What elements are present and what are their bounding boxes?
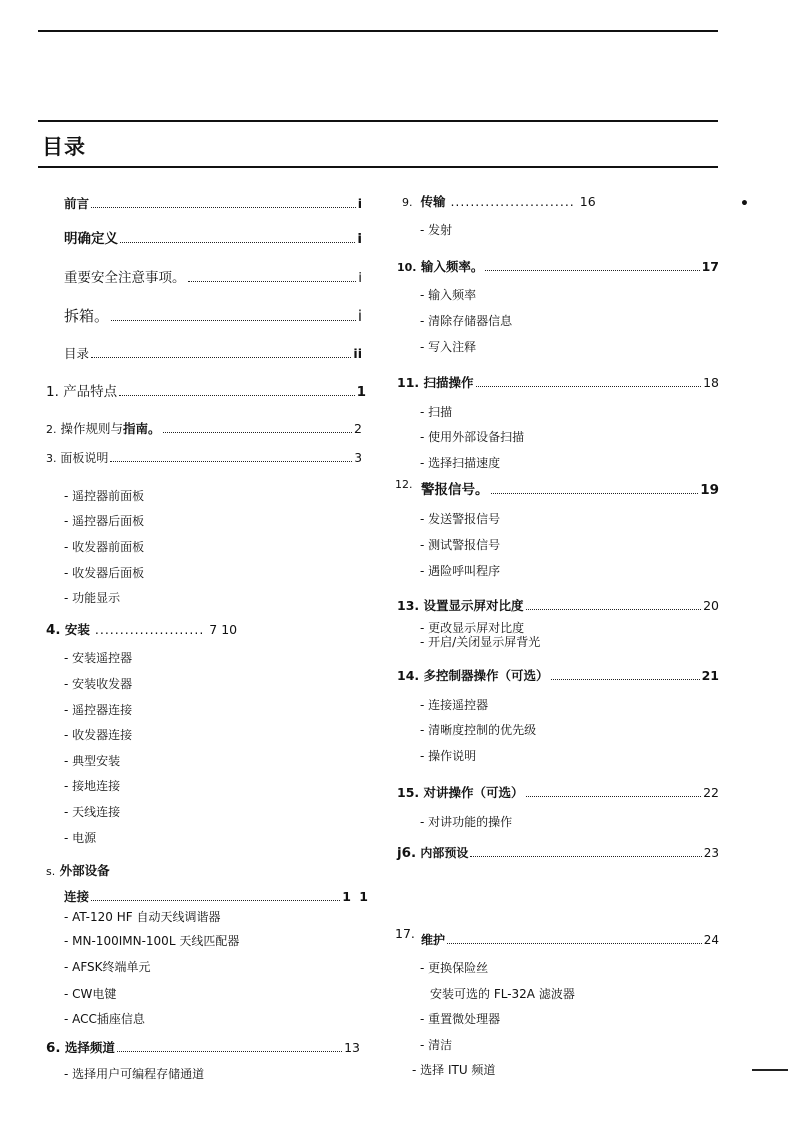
toc-entry-preface[interactable]: 前言 i [64,196,362,211]
toc-item[interactable]: - ACC插座信息 [64,1012,145,1026]
toc-item[interactable]: - 遥控器连接 [64,703,133,717]
toc-item[interactable]: - 选择用户可编程存储通道 [64,1067,205,1081]
toc-item[interactable]: - 使用外部设备扫描 [420,430,525,444]
toc-item[interactable]: - MN-100IMN-100L 天线匹配器 [64,934,240,948]
toc-item[interactable]: - 天线连接 [64,805,121,819]
toc-item[interactable]: 安装可选的 FL-32A 滤波器 [430,987,575,1001]
toc-section-5[interactable]: s. 外部设备 [46,863,110,878]
toc-section-3[interactable]: 3. 面板说明 3 [46,451,362,465]
toc-entry-contents[interactable]: 目录 ii [64,346,362,361]
toc-item[interactable]: - 收发器前面板 [64,540,145,554]
toc-item[interactable]: - 遥控器后面板 [64,514,145,528]
toc-item[interactable]: - CW电键 [64,987,117,1001]
toc-item[interactable]: - 清洁 [420,1038,453,1052]
toc-section-11[interactable]: 11. 扫描操作 18 [397,375,719,390]
page-title: 目录 [42,135,86,159]
toc-item[interactable]: - 选择扫描速度 [420,456,501,470]
toc-section-13[interactable]: 13. 设置显示屏对比度 20 [397,598,719,613]
toc-section-6[interactable]: 6. 选择频道 13 [46,1040,360,1056]
toc-item[interactable]: - 开启/关闭显示屏背光 [420,635,541,649]
toc-section-1[interactable]: 1. 产品特点 1 [46,384,366,400]
toc-entry-unpacking[interactable]: 拆箱。 i [64,307,362,325]
toc-section-14[interactable]: 14. 多控制器操作（可选） 21 [397,668,719,683]
top-rule [38,30,718,32]
toc-item[interactable]: - 更改显示屏对比度 [420,621,525,635]
toc-item[interactable]: - 安装收发器 [64,677,133,691]
toc-item[interactable]: - 输入频率 [420,288,477,302]
toc-item[interactable]: - 收发器连接 [64,728,133,742]
title-rule-bottom [38,166,718,168]
toc-item[interactable]: - 连接遥控器 [420,698,489,712]
toc-item[interactable]: - AT-120 HF 自动天线调谐器 [64,910,221,924]
toc-item[interactable]: - 重置微处理器 [420,1012,501,1026]
toc-item[interactable]: - 接地连接 [64,779,121,793]
toc-section-16[interactable]: j6. 内部预设 23 [397,845,719,861]
toc-item[interactable]: - 典型安装 [64,754,121,768]
toc-item[interactable]: - AFSK终端单元 [64,960,151,974]
toc-section-15[interactable]: 15. 对讲操作（可选） 22 [397,785,719,800]
toc-item[interactable]: - 电源 [64,831,97,845]
toc-entry-definitions[interactable]: 明确定义 i [64,231,362,247]
toc-item[interactable]: - 扫描 [420,405,453,419]
toc-item[interactable]: - 对讲功能的操作 [420,815,513,829]
toc-item[interactable]: - 选择 ITU 频道 [412,1063,496,1077]
title-rule-top [38,120,718,122]
toc-item[interactable]: - 遇险呼叫程序 [420,564,501,578]
toc-item[interactable]: - 操作说明 [420,749,477,763]
toc-item[interactable]: - 功能显示 [64,591,121,605]
toc-section-17-number: 17. [395,926,415,941]
margin-dot-mark: • [740,196,749,212]
toc-item[interactable]: - 写入注释 [420,340,477,354]
toc-item[interactable]: - 收发器后面板 [64,566,145,580]
toc-section-12-number: 12. [395,478,413,491]
toc-item[interactable]: - 清晰度控制的优先级 [420,723,537,737]
toc-section-4[interactable]: 4. 安装 ...................... 7 10 [46,622,238,638]
toc-item[interactable]: - 测试警报信号 [420,538,501,552]
toc-item[interactable]: - 安装遥控器 [64,651,133,665]
toc-item[interactable]: - 清除存储器信息 [420,314,513,328]
toc-section-17[interactable]: 维护 24 [421,933,719,947]
corner-rule [752,1069,788,1071]
toc-entry-safety[interactable]: 重要安全注意事项。 i [64,270,362,286]
toc-item[interactable]: - 更换保险丝 [420,961,489,975]
toc-section-5-connect[interactable]: 连接 1 1 [64,889,370,904]
toc-item[interactable]: - 发射 [420,223,453,237]
toc-item[interactable]: - 发送警报信号 [420,512,501,526]
toc-section-12[interactable]: 警报信号。 19 [421,482,719,498]
toc-item[interactable]: - 遥控器前面板 [64,489,145,503]
toc-section-9[interactable]: 9. 传输 ......................... 16 [402,194,596,209]
toc-section-10[interactable]: 10. 输入频率。 17 [397,259,719,274]
toc-section-2[interactable]: 2. 操作规则与 指南。 2 [46,421,362,436]
